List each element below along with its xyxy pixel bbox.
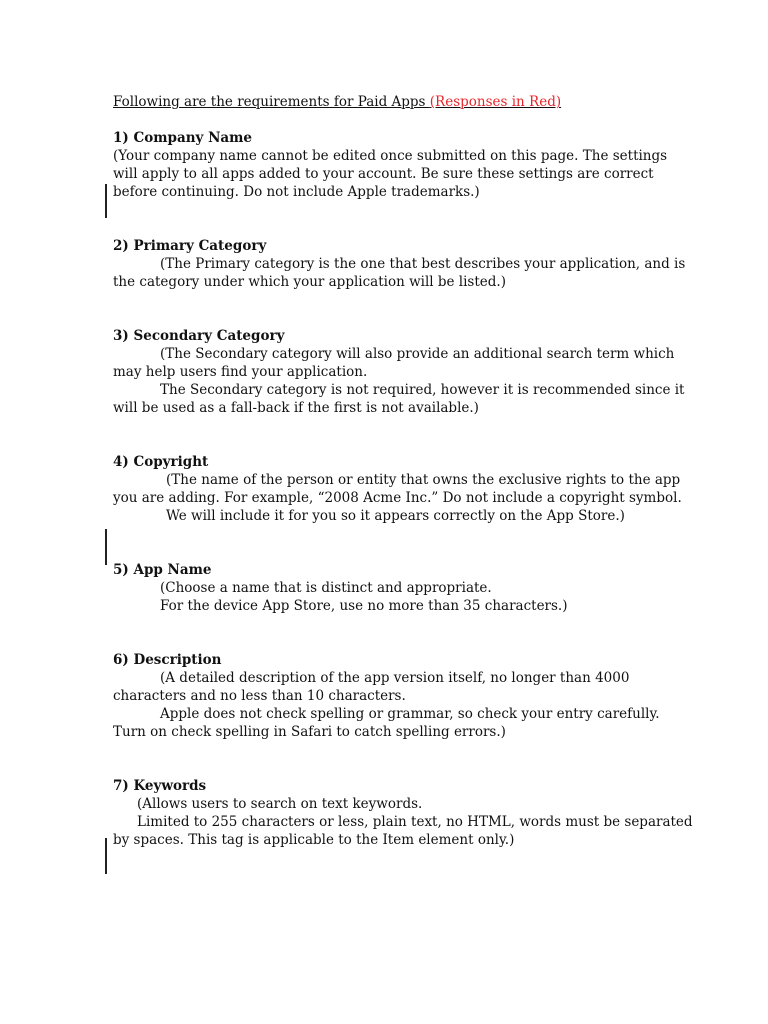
section-line: characters and no less than 10 characters.: [113, 688, 406, 704]
section-line: We will include it for you so it appears correctly on the App Store.): [166, 508, 625, 524]
section-app-name: [113, 561, 673, 615]
section-line: before continuing. Do not include Apple trademarks.): [113, 184, 480, 200]
section-line: (A detailed description of the app version itself, no longer than 4000: [160, 670, 630, 686]
section-line: Turn on check spelling in Safari to catch spelling errors.): [113, 724, 506, 740]
section-line: (The name of the person or entity that owns the exclusive rights to the app: [166, 472, 681, 488]
section-heading: 3) Secondary Category: [113, 328, 285, 344]
section-line: may help users find your application.: [113, 364, 368, 380]
section-line: Limited to 255 characters or less, plain text, no HTML, words must be separated: [137, 814, 693, 830]
section-line: the category under which your application will be listed.): [113, 274, 506, 290]
section-line: by spaces. This tag is applicable to the Item element only.): [113, 832, 515, 848]
change-bar: [105, 529, 107, 565]
section-heading: 7) Keywords: [113, 778, 207, 794]
section-line: Apple does not check spelling or grammar, so check your entry carefully.: [160, 706, 660, 722]
section-heading: 5) App Name: [113, 562, 212, 578]
section-line: (Your company name cannot be edited once submitted on this page. The settings: [113, 148, 668, 164]
section-company-name: [113, 129, 673, 201]
section-line: will apply to all apps added to your account. Be sure these settings are correct: [113, 166, 654, 182]
section-line: The Secondary category is not required, however it is recommended since it: [160, 382, 685, 398]
section-line: For the device App Store, use no more than 35 characters.): [160, 598, 568, 614]
change-bar: [105, 838, 107, 874]
intro-text: Following are the requirements for Paid Apps: [113, 94, 430, 110]
section-line: (The Secondary category will also provide an additional search term which: [160, 346, 675, 362]
section-line: you are adding. For example, “2008 Acme Inc.” Do not include a copyright symbol.: [113, 490, 682, 506]
section-description: [113, 651, 673, 741]
section-heading: 1) Company Name: [113, 130, 253, 146]
section-line: (Choose a name that is distinct and appropriate.: [160, 580, 492, 596]
section-heading: 2) Primary Category: [113, 238, 267, 254]
section-secondary-category: [113, 327, 685, 417]
change-bar: [105, 184, 107, 218]
document-body: [113, 93, 693, 849]
section-heading: 6) Description: [113, 652, 222, 668]
section-line: will be used as a fall-back if the first is not available.): [113, 400, 479, 416]
responses-in-red-note: (Responses in Red): [429, 94, 562, 110]
section-line: (The Primary category is the one that best describes your application, and is: [160, 256, 686, 272]
section-primary-category: [113, 237, 686, 291]
section-copyright: [113, 453, 682, 525]
section-line: (Allows users to search on text keywords.: [137, 796, 423, 812]
section-keywords: [113, 777, 693, 849]
intro-heading: [113, 93, 673, 111]
section-heading: 4) Copyright: [113, 454, 209, 470]
